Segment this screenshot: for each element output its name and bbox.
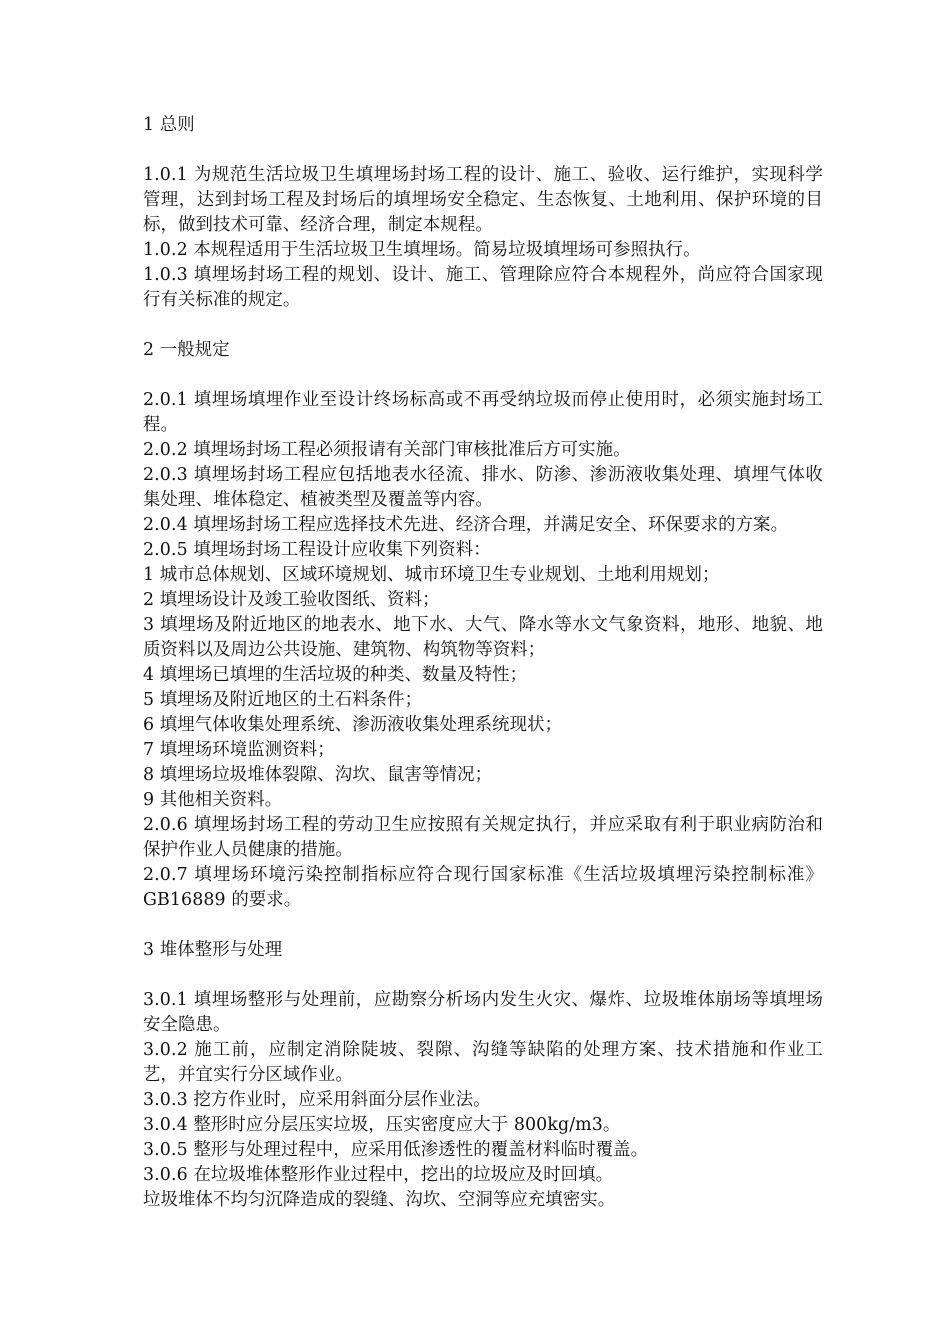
- list-item: 1 城市总体规划、区域环境规划、城市环境卫生专业规划、土地利用规划；: [143, 565, 720, 585]
- clause-paragraph: 1.0.1 为规范生活垃圾卫生填埋场封场工程的设计、施工、验收、运行维护，实现科学管理，达到封场工程及封场后的填埋场安全稳定、生态恢复、土地利用、保护环境的目标，做到技术可靠、经济合理，制定本规程。: [143, 165, 823, 235]
- clause-paragraph: 3.0.2 施工前，应制定消除陡坡、裂隙、沟缝等缺陷的处理方案、技术措施和作业工艺，并宜实行分区域作业。: [143, 1040, 823, 1085]
- clause-paragraph: 垃圾堆体不均匀沉降造成的裂缝、沟坎、空洞等应充填密实。: [143, 1190, 616, 1210]
- clause-paragraph: 2.0.1 填埋场填埋作业至设计终场标高或不再受纳垃圾而停止使用时，必须实施封场工程。: [143, 390, 823, 435]
- section-heading: 3 堆体整形与处理: [143, 940, 283, 960]
- list-item: 9 其他相关资料。: [143, 790, 283, 810]
- clause-paragraph: 3.0.1 填埋场整形与处理前，应勘察分析场内发生火灾、爆炸、垃圾堆体崩场等填埋场安全隐患。: [143, 990, 823, 1035]
- clause-paragraph: 3.0.6 在垃圾堆体整形作业过程中，挖出的垃圾应及时回填。: [143, 1165, 614, 1185]
- clause-paragraph: 2.0.5 填埋场封场工程设计应收集下列资料：: [143, 540, 491, 560]
- clause-paragraph: 2.0.2 填埋场封场工程必须报请有关部门审核批准后方可实施。: [143, 440, 631, 460]
- clause-paragraph: 3.0.4 整形时应分层压实垃圾，压实密度应大于 800kg/m3。: [143, 1115, 621, 1135]
- blank-line: [143, 363, 823, 388]
- list-item: 7 填埋场环境监测资料；: [143, 740, 335, 760]
- document-body: [143, 113, 823, 1213]
- list-item: 8 填埋场垃圾堆体裂隙、沟坎、鼠害等情况；: [143, 765, 493, 785]
- clause-paragraph: 2.0.3 填埋场封场工程应包括地表水径流、排水、防渗、渗沥液收集处理、填埋气体收集处理、堆体稳定、植被类型及覆盖等内容。: [143, 465, 823, 510]
- list-item: 2 填埋场设计及竣工验收图纸、资料；: [143, 590, 440, 610]
- section-heading: 1 总则: [143, 115, 195, 135]
- list-item: 4 填埋场已填埋的生活垃圾的种类、数量及特性；: [143, 665, 528, 685]
- clause-paragraph: 2.0.7 填埋场环境污染控制指标应符合现行国家标准《生活垃圾填埋污染控制标准》GB16889 的要求。: [143, 865, 823, 910]
- clause-paragraph: 1.0.3 填埋场封场工程的规划、设计、施工、管理除应符合本规程外，尚应符合国家现行有关标准的规定。: [143, 265, 823, 310]
- section-heading: 2 一般规定: [143, 340, 230, 360]
- clause-paragraph: 2.0.6 填埋场封场工程的劳动卫生应按照有关规定执行，并应采取有利于职业病防治和保护作业人员健康的措施。: [143, 815, 823, 860]
- list-item: 3 填埋场及附近地区的地表水、地下水、大气、降水等水文气象资料，地形、地貌、地质资料以及周边公共设施、建筑物、构筑物等资料；: [143, 615, 823, 660]
- clause-paragraph: 3.0.3 挖方作业时，应采用斜面分层作业法。: [143, 1090, 491, 1110]
- list-item: 6 填埋气体收集处理系统、渗沥液收集处理系统现状；: [143, 715, 563, 735]
- list-item: 5 填埋场及附近地区的土石料条件；: [143, 690, 423, 710]
- clause-paragraph: 1.0.2 本规程适用于生活垃圾卫生填埋场。简易垃圾填埋场可参照执行。: [143, 240, 701, 260]
- clause-paragraph: 2.0.4 填埋场封场工程应选择技术先进、经济合理，并满足安全、环保要求的方案。: [143, 515, 789, 535]
- blank-line: [143, 963, 823, 988]
- clause-paragraph: 3.0.5 整形与处理过程中，应采用低渗透性的覆盖材料临时覆盖。: [143, 1140, 649, 1160]
- blank-line: [143, 138, 823, 163]
